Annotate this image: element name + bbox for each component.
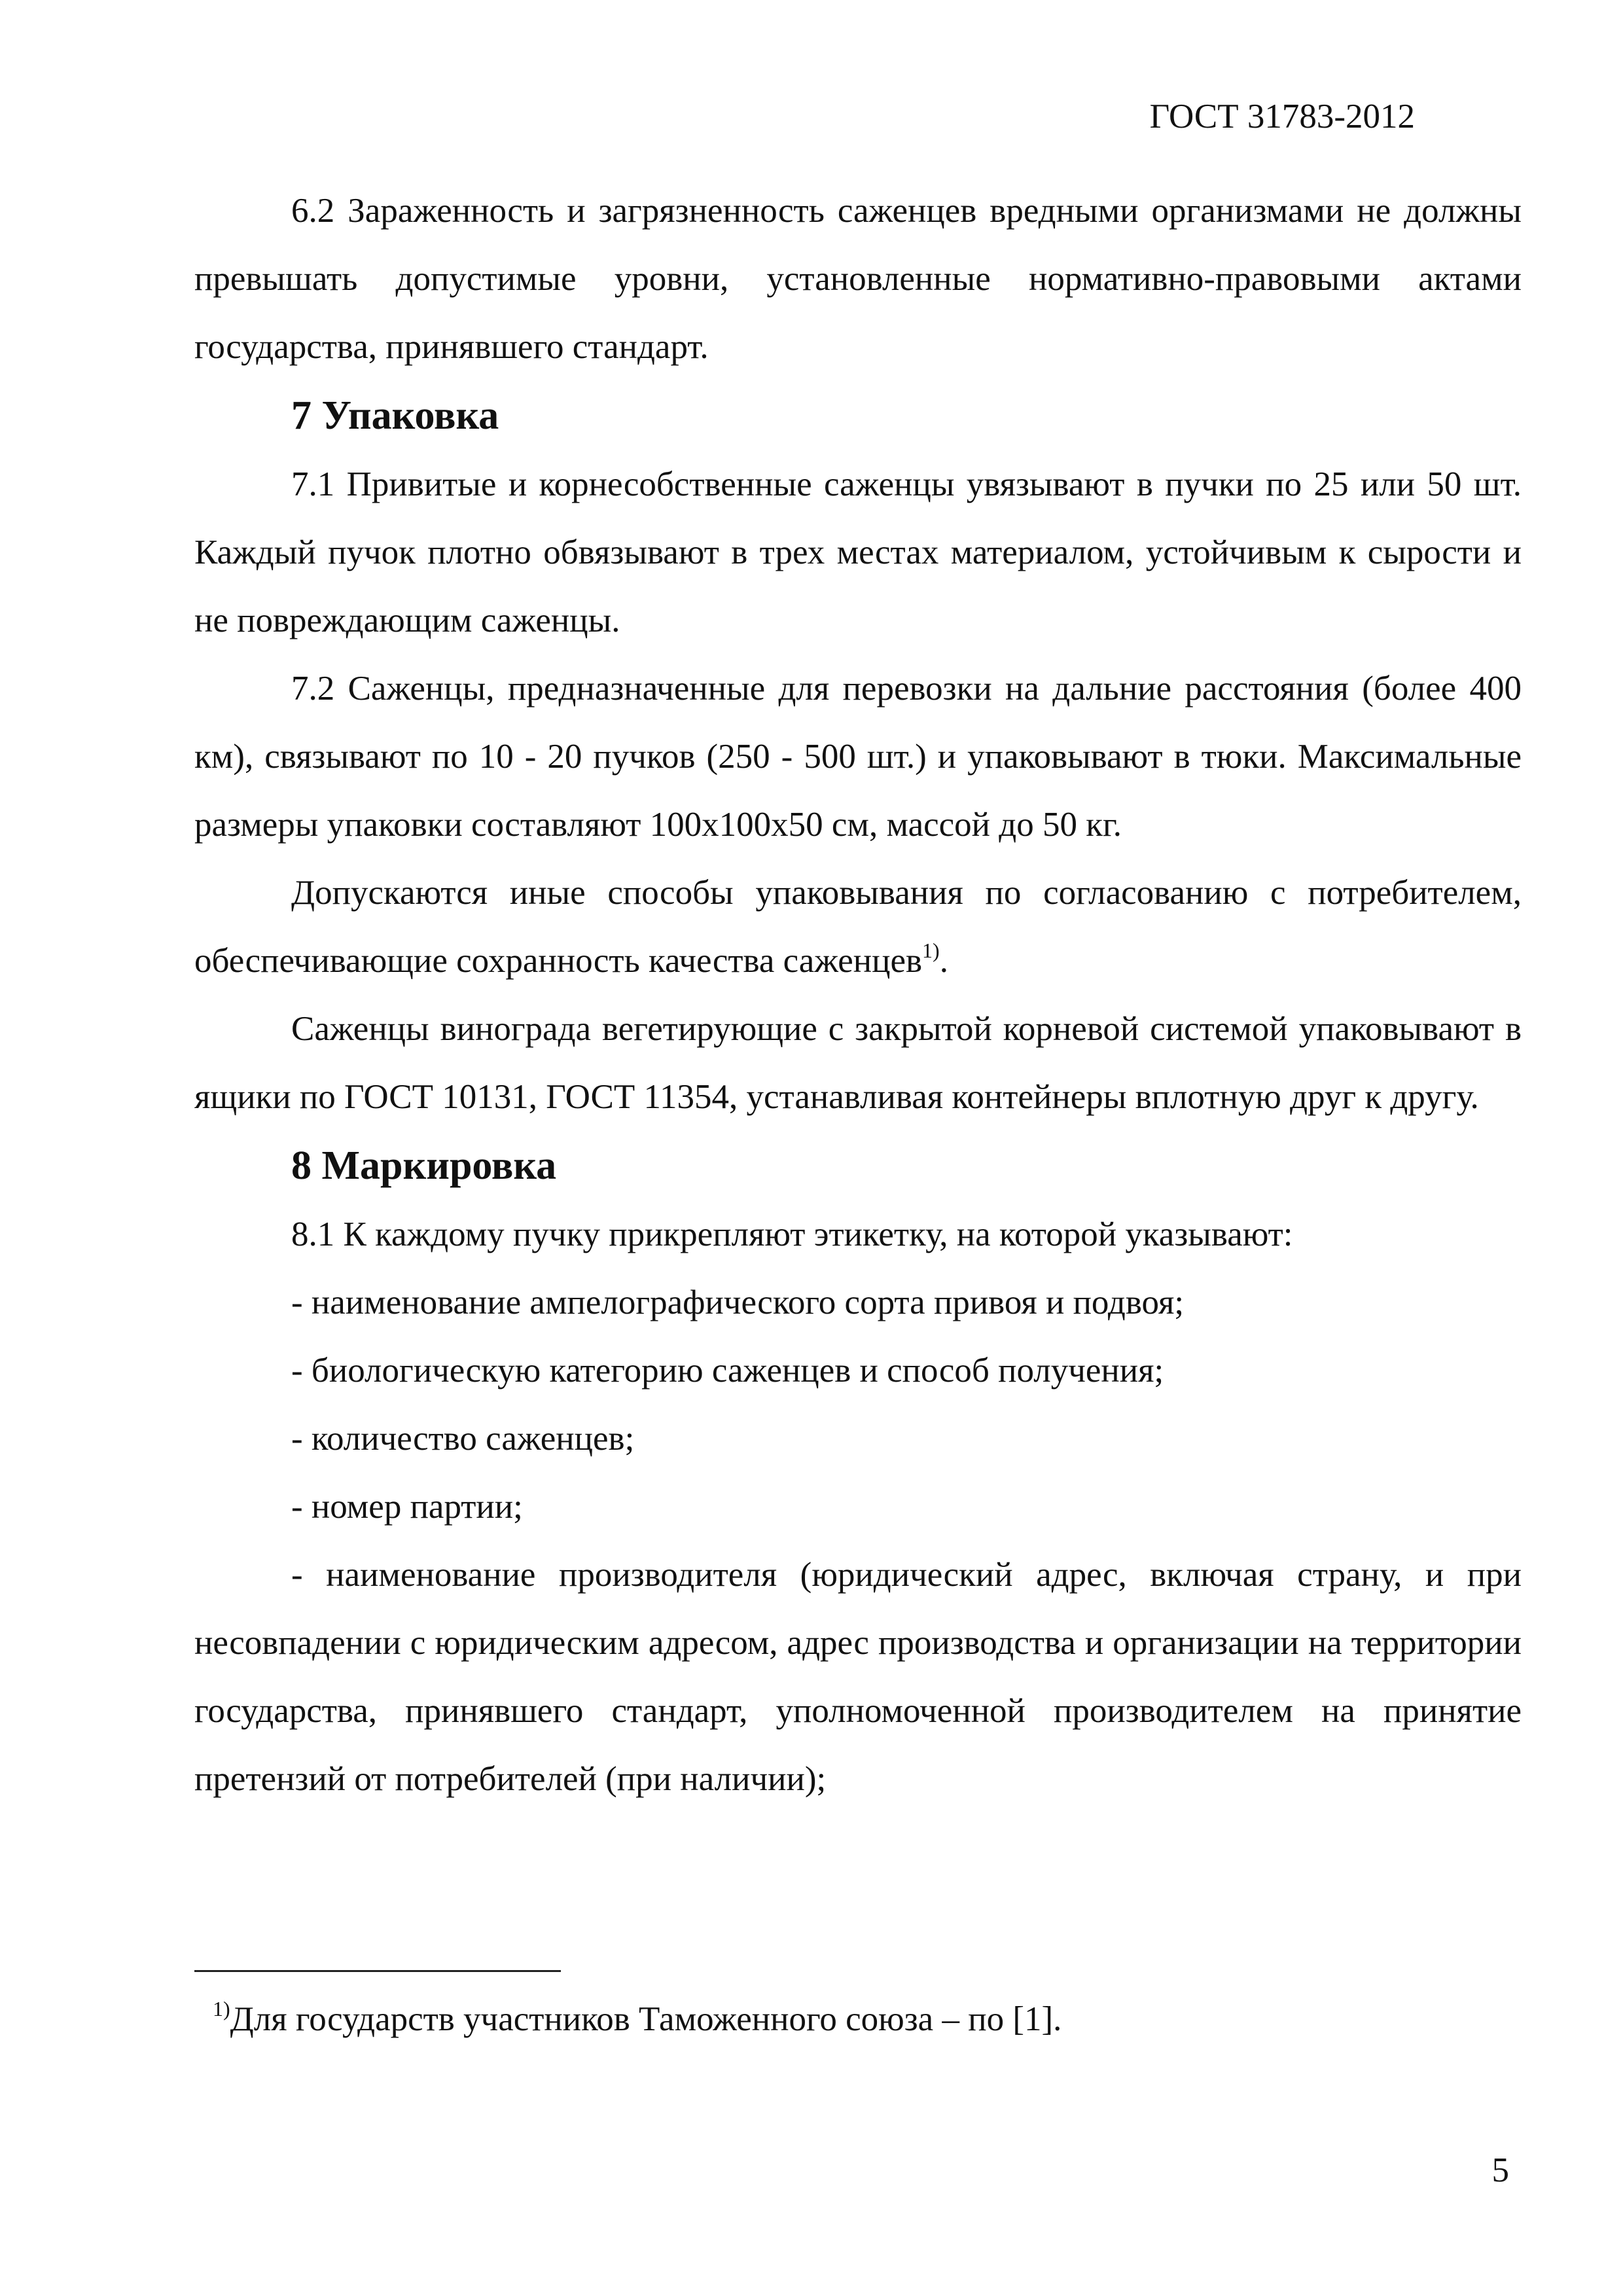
paragraph-7-2: 7.2 Саженцы, предназначенные для перевозки на дальние расстояния (более 400 км), связывают по 10 - 20 пучков (250 - 500 шт.) и упаковывают в тюки. Максимальные размеры упаковки составляют 100х100х50 см, массой до 50 кг. bbox=[194, 670, 1522, 844]
list-item: - номер партии; bbox=[291, 1488, 523, 1526]
paragraph-containers: Саженцы винограда вегетирующие с закрытой корневой системой упаковывают в ящики по ГОСТ 10131, ГОСТ 11354, устанавливая контейнеры вплотную друг к другу. bbox=[194, 1010, 1522, 1116]
paragraph-allowed-text: Допускаются иные способы упаковывания по согласованию с потребителем, обеспечивающие сохранность качества саженцев bbox=[194, 874, 1522, 980]
list-item: - биологическую категорию саженцев и способ получения; bbox=[291, 1352, 1164, 1390]
footnote bbox=[213, 1993, 1522, 2045]
list-item: - наименование производителя (юридический адрес, включая страну, и при несовпадении с юридическим адресом, адрес производства и организации на территории государства, принявшего стандарт, уполномоченной производителем на принятие претензий от потребителей (при наличии); bbox=[194, 1556, 1522, 1798]
paragraph-6-2: 6.2 Зараженность и загрязненность саженцев вредными организмами не должны превышать допустимые уровни, установленные нормативно-правовыми актами государства, принявшего стандарт. bbox=[194, 192, 1522, 366]
page-body bbox=[194, 177, 1522, 1813]
footnote-marker: 1) bbox=[213, 1997, 230, 2020]
footnote-separator bbox=[194, 1970, 561, 1972]
paragraph-allowed-methods bbox=[194, 859, 1522, 995]
paragraph-7-1: 7.1 Привитые и корнесобственные саженцы увязывают в пучки по 25 или 50 шт. Каждый пучок плотно обвязывают в трех местах материалом, устойчивым к сырости и не повреждающим саженцы. bbox=[194, 465, 1522, 639]
section-heading-7: 7 Упаковка bbox=[291, 393, 499, 438]
footnote-reference: 1) bbox=[922, 939, 940, 962]
list-item: - количество саженцев; bbox=[291, 1420, 635, 1458]
section-heading-8: 8 Маркировка bbox=[291, 1143, 557, 1188]
footnote-text: Для государств участников Таможенного союза – по [1]. bbox=[230, 2000, 1062, 2038]
page-number: 5 bbox=[1491, 2151, 1509, 2189]
paragraph-allowed-end: . bbox=[939, 942, 948, 980]
standard-code: ГОСТ 31783-2012 bbox=[1149, 98, 1415, 135]
paragraph-8-1: 8.1 К каждому пучку прикрепляют этикетку, на которой указывают: bbox=[291, 1215, 1293, 1253]
list-item: - наименование ампелографического сорта привоя и подвоя; bbox=[291, 1283, 1185, 1321]
